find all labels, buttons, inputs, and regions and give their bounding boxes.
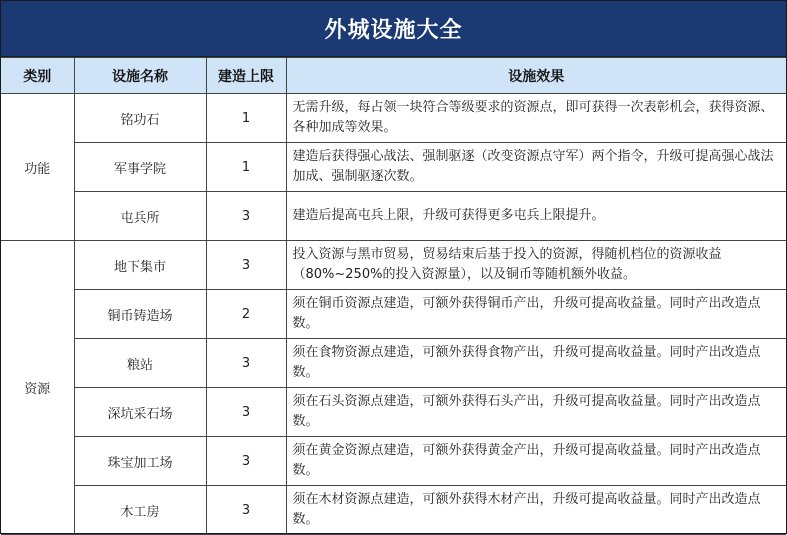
facility-effect: 建造后获得强心战法、强制驱逐（改变资源点守军）两个指令，升级可提高强心战法加成、强制驱逐次数。 <box>286 143 786 192</box>
facility-name: 粮站 <box>74 339 206 388</box>
facility-effect: 须在黄金资源点建造，可额外获得黄金产出，升级可提高收益量。同时产出改造点数。 <box>286 437 786 486</box>
category-cell: 功能 <box>1 94 74 241</box>
facility-name: 铜币铸造场 <box>74 290 206 339</box>
build-limit: 1 <box>206 143 286 192</box>
facility-name: 珠宝加工场 <box>74 437 206 486</box>
facility-effect: 须在石头资源点建造，可额外获得石头产出，升级可提高收益量。同时产出改造点数。 <box>286 388 786 437</box>
build-limit: 3 <box>206 241 286 290</box>
header-category: 类别 <box>1 58 74 94</box>
build-limit: 1 <box>206 94 286 143</box>
facility-name: 军事学院 <box>74 143 206 192</box>
facility-name: 木工房 <box>74 486 206 535</box>
header-limit: 建造上限 <box>206 58 286 94</box>
table-row <box>1 290 786 339</box>
header-effect: 设施效果 <box>286 58 786 94</box>
build-limit: 2 <box>206 290 286 339</box>
table-row <box>1 241 786 290</box>
table-row <box>1 143 786 192</box>
table-row <box>1 192 786 241</box>
build-limit: 3 <box>206 339 286 388</box>
build-limit: 3 <box>206 192 286 241</box>
build-limit: 3 <box>206 388 286 437</box>
facility-name: 深坑采石场 <box>74 388 206 437</box>
facility-name: 铭功石 <box>74 94 206 143</box>
category-cell: 资源 <box>1 241 74 535</box>
table-row <box>1 437 786 486</box>
facility-table <box>1 57 786 535</box>
facility-effect: 无需升级，每占领一块符合等级要求的资源点，即可获得一次表彰机会，获得资源、各种加成等效果。 <box>286 94 786 143</box>
table-row <box>1 94 786 143</box>
table-header-row <box>1 58 786 94</box>
page-title: 外城设施大全 <box>1 1 786 57</box>
facility-effect: 须在木材资源点建造，可额外获得木材产出，升级可提高收益量。同时产出改造点数。 <box>286 486 786 535</box>
table-row <box>1 339 786 388</box>
build-limit: 3 <box>206 486 286 535</box>
facility-effect: 须在铜币资源点建造，可额外获得铜币产出，升级可提高收益量。同时产出改造点数。 <box>286 290 786 339</box>
table-row <box>1 486 786 535</box>
facility-effect: 须在食物资源点建造，可额外获得食物产出，升级可提高收益量。同时产出改造点数。 <box>286 339 786 388</box>
table-row <box>1 388 786 437</box>
build-limit: 3 <box>206 437 286 486</box>
header-name: 设施名称 <box>74 58 206 94</box>
facility-effect: 投入资源与黑市贸易，贸易结束后基于投入的资源，得随机档位的资源收益（80%~250%的投入资源量），以及铜币等随机额外收益。 <box>286 241 786 290</box>
facility-name: 地下集市 <box>74 241 206 290</box>
facility-name: 屯兵所 <box>74 192 206 241</box>
facility-effect: 建造后提高屯兵上限，升级可获得更多屯兵上限提升。 <box>286 192 786 241</box>
